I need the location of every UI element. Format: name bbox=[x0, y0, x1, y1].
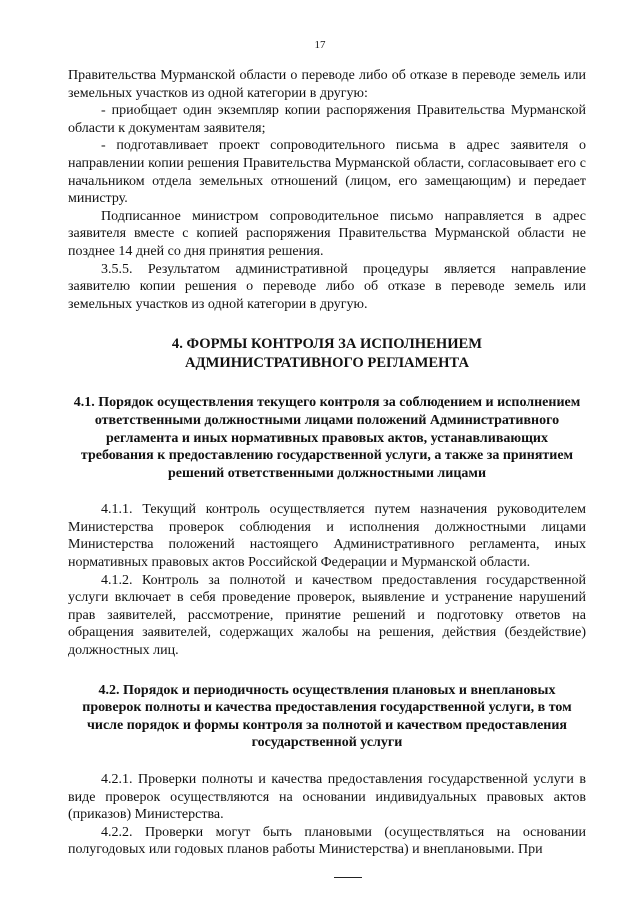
section-4-2-heading: 4.2. Порядок и периодичность осуществления плановых и внеплановых проверок полноты и качества предоставления государственной услуги, в том числе порядок и формы контроля за полнотой и качеством предоставления государственной услуги bbox=[82, 682, 572, 751]
paragraph-3-5-5: 3.5.5. Результатом административной процедуры является направление заявителю копии решения о переводе либо об отказе в переводе земель или земельных участков из одной категории в другую. bbox=[68, 261, 586, 312]
footer-divider bbox=[334, 877, 362, 878]
paragraph-4-2-1: 4.2.1. Проверки полноты и качества предоставления государственной услуги в виде проверок осуществляются на основании индивидуальных правовых актов (приказов) Министерства. bbox=[68, 772, 586, 823]
paragraph-4-1-1: 4.1.1. Текущий контроль осуществляется путем назначения руководителем Министерства проверок соблюдения и исполнения должностными лицами Министерства положений настоящего Административного регламента, иных нормативных правовых актов Российской Федерации и Мурманской области. bbox=[68, 502, 586, 571]
paragraph-4-2-2: 4.2.2. Проверки могут быть плановыми (осуществляться на основании полугодовых или годовых планов работы Министерства) и внеплановыми. При bbox=[68, 824, 586, 858]
paragraph-continuation: Правительства Мурманской области о переводе либо об отказе в переводе земель или земельных участков из одной категории в другую: bbox=[68, 68, 586, 101]
section-4-title-line2: АДМИНИСТРАТИВНОГО РЕГЛАМЕНТА bbox=[185, 354, 469, 371]
paragraph-4-1-2: 4.1.2. Контроль за полнотой и качеством предоставления государственной услуги включает в себя проведение проверок, выявление и устранение нарушений прав заявителей, рассмотрение, принятие решений и подготовку ответов на обращения заявителей, содержащих жалобы на решения, действия (бездействие) должностных лиц. bbox=[68, 572, 586, 659]
section-4-title bbox=[68, 335, 586, 372]
page-number: 17 bbox=[314, 39, 326, 51]
page-content bbox=[68, 67, 586, 859]
paragraph-signed-letter: Подписанное министром сопроводительное письмо направляется в адрес заявителя вместе с копией распоряжения Правительства Мурманской области не позднее 14 дней со дня принятия решения. bbox=[68, 208, 586, 259]
section-4-1-heading: 4.1. Порядок осуществления текущего контроля за соблюдением и исполнением ответственными должностными лицами положений Административного регламента и иных нормативных правовых актов, устанавливающих требования к предоставлению государственной услуги, а также за принятием решений ответственными должностными лицами bbox=[73, 395, 581, 481]
section-4-title-line1: 4. ФОРМЫ КОНТРОЛЯ ЗА ИСПОЛНЕНИЕМ bbox=[171, 336, 483, 353]
list-item-prepare-letter: - подготавливает проект сопроводительного письма в адрес заявителя о направлении копии решения Правительства Мурманской области, согласовывает его с начальником отдела земельных отношений (лицом, его замещающим) и передает министру. bbox=[68, 138, 586, 207]
list-item-attach-copy: - приобщает один экземпляр копии распоряжения Правительства Мурманской области к документам заявителя; bbox=[68, 103, 586, 136]
